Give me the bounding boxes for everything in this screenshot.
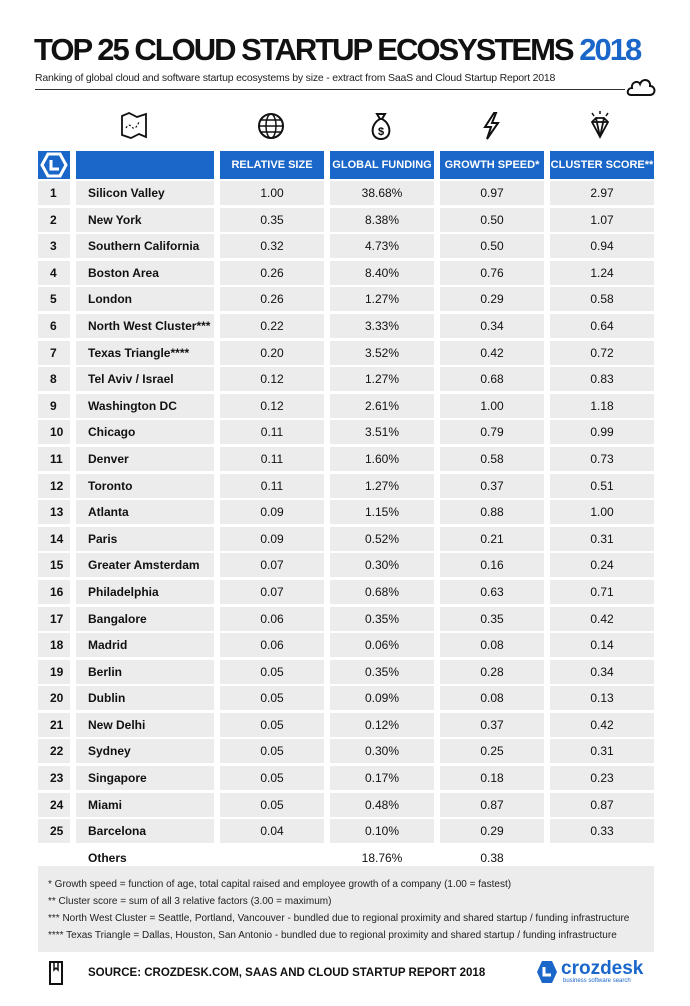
size-cell: 0.11 (220, 474, 324, 498)
score-cell: 1.00 (550, 500, 654, 524)
table-row (38, 580, 654, 604)
title-text: TOP 25 CLOUD STARTUP ECOSYSTEMS (34, 32, 573, 67)
table-row (38, 607, 654, 631)
name-cell: Denver (76, 447, 214, 471)
growth-cell: 0.25 (440, 739, 544, 763)
rank-cell: 13 (38, 500, 70, 524)
growth-cell: 0.79 (440, 420, 544, 444)
subtitle: Ranking of global cloud and software startup ecosystems by size - extract from SaaS and Cloud Startup Report 2018 (35, 72, 625, 90)
funding-cell: 3.51% (330, 420, 434, 444)
score-cell: 0.64 (550, 314, 654, 338)
footnote: * Growth speed = function of age, total capital raised and employee growth of a company (1.00 = fastest) (48, 879, 512, 890)
growth-cell: 0.18 (440, 766, 544, 790)
funding-cell: 0.48% (330, 793, 434, 817)
col-header-relative-size: RELATIVE SIZE (220, 151, 324, 179)
table-row (38, 819, 654, 843)
name-cell: Chicago (76, 420, 214, 444)
table-row (38, 633, 654, 657)
funding-cell: 0.30% (330, 553, 434, 577)
rank-cell: 23 (38, 766, 70, 790)
table-row (38, 739, 654, 763)
score-cell: 0.14 (550, 633, 654, 657)
book-icon (48, 960, 64, 986)
rank-cell: 4 (38, 261, 70, 285)
table-row (38, 341, 654, 365)
table-row (38, 208, 654, 232)
rank-cell: 11 (38, 447, 70, 471)
size-cell: 0.05 (220, 766, 324, 790)
funding-cell: 0.06% (330, 633, 434, 657)
growth-cell: 0.08 (440, 686, 544, 710)
table-row (38, 234, 654, 258)
table-row (38, 420, 654, 444)
funding-cell: 1.60% (330, 447, 434, 471)
size-cell: 0.07 (220, 553, 324, 577)
growth-cell: 0.50 (440, 208, 544, 232)
rank-cell: 18 (38, 633, 70, 657)
table-row (38, 660, 654, 684)
table-row (38, 793, 654, 817)
growth-cell: 0.58 (440, 447, 544, 471)
name-cell: Southern California (76, 234, 214, 258)
svg-text:$: $ (377, 126, 385, 138)
size-cell: 0.11 (220, 447, 324, 471)
table-row (38, 474, 654, 498)
size-cell: 0.05 (220, 660, 324, 684)
score-cell: 0.71 (550, 580, 654, 604)
table-row (38, 181, 654, 205)
funding-cell: 1.27% (330, 474, 434, 498)
name-cell: North West Cluster*** (76, 314, 214, 338)
rank-cell: 5 (38, 287, 70, 311)
globe-icon (256, 110, 286, 142)
funding-cell: 8.38% (330, 208, 434, 232)
funding-cell: 38.68% (330, 181, 434, 205)
growth-cell: 0.38 (440, 846, 544, 870)
score-cell: 0.24 (550, 553, 654, 577)
name-cell: Sydney (76, 739, 214, 763)
rank-cell: 1 (38, 181, 70, 205)
logo-tagline: business software search (563, 978, 631, 984)
size-cell: 0.05 (220, 713, 324, 737)
col-header-cluster-score: CLUSTER SCORE** (550, 151, 654, 179)
growth-cell: 0.68 (440, 367, 544, 391)
name-cell: Dublin (76, 686, 214, 710)
ranking-table (38, 151, 654, 872)
score-cell: 0.73 (550, 447, 654, 471)
table-row (38, 314, 654, 338)
diamond-icon (585, 110, 615, 142)
source-text: SOURCE: CROZDESK.COM, SAAS AND CLOUD STARTUP REPORT 2018 (88, 967, 486, 979)
rank-cell: 17 (38, 607, 70, 631)
funding-cell: 3.52% (330, 341, 434, 365)
size-cell: 0.06 (220, 607, 324, 631)
table-row (38, 394, 654, 418)
map-icon (119, 110, 149, 142)
score-cell: 1.18 (550, 394, 654, 418)
table-row (38, 713, 654, 737)
table-row (38, 686, 654, 710)
size-cell: 0.06 (220, 633, 324, 657)
score-cell: 0.23 (550, 766, 654, 790)
rank-cell: 25 (38, 819, 70, 843)
rank-cell: 6 (38, 314, 70, 338)
funding-cell: 2.61% (330, 394, 434, 418)
table-header (38, 151, 654, 179)
footnote: **** Texas Triangle = Dallas, Houston, San Antonio - bundled due to regional proximity and shared startup / funding infrastructure (48, 930, 617, 941)
score-cell: 0.42 (550, 713, 654, 737)
name-cell: Others (76, 846, 214, 870)
score-cell: 0.13 (550, 686, 654, 710)
rank-cell: 24 (38, 793, 70, 817)
rank-cell: 3 (38, 234, 70, 258)
size-cell: 0.20 (220, 341, 324, 365)
table-row (38, 553, 654, 577)
growth-cell: 0.29 (440, 287, 544, 311)
table-row (38, 766, 654, 790)
size-cell: 0.05 (220, 793, 324, 817)
cloud-icon (626, 75, 656, 99)
page-title (34, 32, 640, 68)
score-cell: 0.31 (550, 527, 654, 551)
growth-cell: 0.42 (440, 341, 544, 365)
score-cell: 0.72 (550, 341, 654, 365)
name-cell: New Delhi (76, 713, 214, 737)
rank-cell: 16 (38, 580, 70, 604)
name-cell: Singapore (76, 766, 214, 790)
growth-cell: 0.29 (440, 819, 544, 843)
name-cell: Bangalore (76, 607, 214, 631)
name-cell: Toronto (76, 474, 214, 498)
size-cell: 0.09 (220, 527, 324, 551)
table-row (38, 500, 654, 524)
name-cell: Texas Triangle**** (76, 341, 214, 365)
footnote: *** North West Cluster = Seattle, Portland, Vancouver - bundled due to regional proximity and shared startup / funding infrastructure (48, 913, 630, 924)
name-cell: Paris (76, 527, 214, 551)
rank-cell: 15 (38, 553, 70, 577)
name-cell: Philadelphia (76, 580, 214, 604)
funding-cell: 0.12% (330, 713, 434, 737)
name-cell: Atlanta (76, 500, 214, 524)
growth-cell: 0.08 (440, 633, 544, 657)
rank-cell: 14 (38, 527, 70, 551)
score-cell: 0.94 (550, 234, 654, 258)
growth-cell: 0.16 (440, 553, 544, 577)
rank-cell: 20 (38, 686, 70, 710)
score-cell: 0.42 (550, 607, 654, 631)
growth-cell: 0.35 (440, 607, 544, 631)
size-cell: 0.32 (220, 234, 324, 258)
funding-cell: 0.68% (330, 580, 434, 604)
footnotes (38, 866, 654, 952)
score-cell: 0.83 (550, 367, 654, 391)
name-cell: Madrid (76, 633, 214, 657)
crozdesk-logo-icon (536, 960, 558, 984)
name-cell: Washington DC (76, 394, 214, 418)
growth-cell: 0.97 (440, 181, 544, 205)
growth-cell: 0.34 (440, 314, 544, 338)
logo-name: crozdesk (561, 958, 644, 979)
table-row (38, 447, 654, 471)
name-cell: Berlin (76, 660, 214, 684)
size-cell: 0.05 (220, 739, 324, 763)
footnote: ** Cluster score = sum of all 3 relative factors (3.00 = maximum) (48, 896, 332, 907)
funding-cell: 0.52% (330, 527, 434, 551)
score-cell: 0.87 (550, 793, 654, 817)
rank-cell: 12 (38, 474, 70, 498)
col-header-global-funding: GLOBAL FUNDING (330, 151, 434, 179)
score-cell: 0.99 (550, 420, 654, 444)
growth-cell: 0.87 (440, 793, 544, 817)
rank-cell: 10 (38, 420, 70, 444)
score-cell: 0.34 (550, 660, 654, 684)
crozdesk-icon (38, 151, 70, 179)
table-row (38, 287, 654, 311)
funding-cell: 0.35% (330, 660, 434, 684)
funding-cell: 8.40% (330, 261, 434, 285)
rank-cell: 22 (38, 739, 70, 763)
name-cell: Miami (76, 793, 214, 817)
growth-cell: 0.50 (440, 234, 544, 258)
growth-cell: 1.00 (440, 394, 544, 418)
rank-cell: 21 (38, 713, 70, 737)
funding-cell: 3.33% (330, 314, 434, 338)
rank-cell: 2 (38, 208, 70, 232)
size-cell: 0.35 (220, 208, 324, 232)
funding-cell: 0.35% (330, 607, 434, 631)
name-cell: Tel Aviv / Israel (76, 367, 214, 391)
funding-cell: 0.09% (330, 686, 434, 710)
size-cell: 0.05 (220, 686, 324, 710)
table-row (38, 527, 654, 551)
size-cell: 0.04 (220, 819, 324, 843)
rank-cell: 7 (38, 341, 70, 365)
size-cell: 0.09 (220, 500, 324, 524)
funding-cell: 0.30% (330, 739, 434, 763)
rank-cell: 9 (38, 394, 70, 418)
size-cell: 0.26 (220, 261, 324, 285)
size-cell: 0.11 (220, 420, 324, 444)
table-row (38, 261, 654, 285)
size-cell: 0.12 (220, 367, 324, 391)
funding-cell: 1.27% (330, 367, 434, 391)
growth-cell: 0.37 (440, 713, 544, 737)
funding-cell: 1.27% (330, 287, 434, 311)
score-cell: 0.33 (550, 819, 654, 843)
name-cell: Greater Amsterdam (76, 553, 214, 577)
crozdesk-logo (536, 960, 643, 984)
size-cell: 0.22 (220, 314, 324, 338)
score-cell: 0.51 (550, 474, 654, 498)
money-bag-icon (366, 110, 396, 142)
score-cell: 0.58 (550, 287, 654, 311)
growth-cell: 0.63 (440, 580, 544, 604)
name-cell: Barcelona (76, 819, 214, 843)
score-cell: 0.31 (550, 739, 654, 763)
name-cell: New York (76, 208, 214, 232)
rank-cell: 8 (38, 367, 70, 391)
score-cell: 1.24 (550, 261, 654, 285)
col-header-growth-speed: GROWTH SPEED* (440, 151, 544, 179)
growth-cell: 0.21 (440, 527, 544, 551)
title-year: 2018 (579, 32, 641, 67)
funding-cell: 0.17% (330, 766, 434, 790)
name-cell: Silicon Valley (76, 181, 214, 205)
lightning-icon (476, 110, 506, 142)
size-cell: 0.12 (220, 394, 324, 418)
growth-cell: 0.28 (440, 660, 544, 684)
growth-cell: 0.88 (440, 500, 544, 524)
funding-cell: 0.10% (330, 819, 434, 843)
table-row (38, 367, 654, 391)
funding-cell: 18.76% (330, 846, 434, 870)
size-cell: 1.00 (220, 181, 324, 205)
size-cell: 0.07 (220, 580, 324, 604)
growth-cell: 0.37 (440, 474, 544, 498)
name-cell: London (76, 287, 214, 311)
score-cell: 2.97 (550, 181, 654, 205)
score-cell: 1.07 (550, 208, 654, 232)
funding-cell: 1.15% (330, 500, 434, 524)
name-cell: Boston Area (76, 261, 214, 285)
growth-cell: 0.76 (440, 261, 544, 285)
size-cell: 0.26 (220, 287, 324, 311)
funding-cell: 4.73% (330, 234, 434, 258)
rank-cell: 19 (38, 660, 70, 684)
name-header (76, 151, 214, 179)
